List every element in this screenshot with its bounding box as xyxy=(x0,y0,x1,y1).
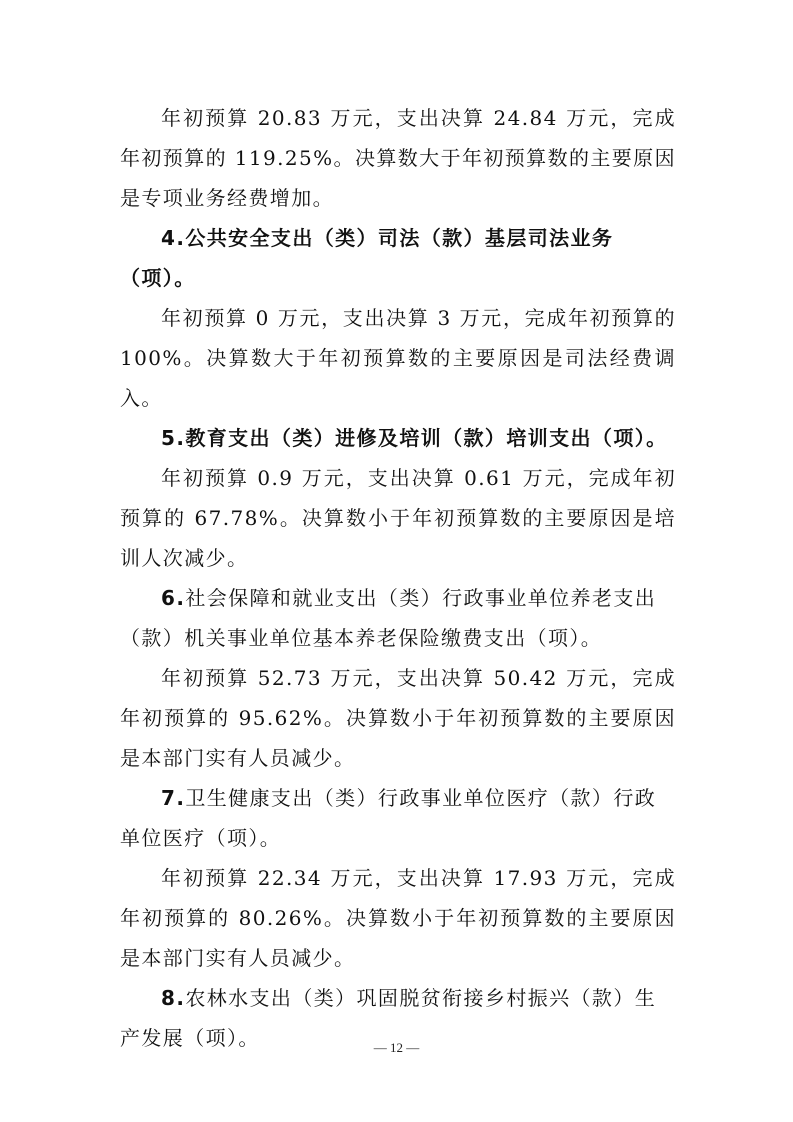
paragraph-item-4-summary: 年初预算 0 万元，支出决算 3 万元，完成年初预算的 100%。决算数大于年初预算数的主要原因是司法经费调入。 xyxy=(120,306,676,410)
section-number: 5. xyxy=(161,426,186,450)
section-title: 公共安全支出（类）司法（款）基层司法业务（项）。 xyxy=(120,226,614,290)
section-number: 7. xyxy=(161,786,186,810)
section-heading-5 xyxy=(120,418,676,458)
section-number: 6. xyxy=(161,586,186,610)
section-title: 农林水支出（类）巩固脱贫衔接乡村振兴（款）生产发展（项）。 xyxy=(120,986,657,1050)
paragraph-item-5-summary: 年初预算 0.9 万元，支出决算 0.61 万元，完成年初预算的 67.78%。决算数小于年初预算数的主要原因是培训人次减少。 xyxy=(120,466,676,570)
section-heading-6 xyxy=(120,578,676,658)
section-title: 社会保障和就业支出（类）行政事业单位养老支出（款）机关事业单位基本养老保险缴费支出（项）。 xyxy=(120,586,657,650)
document-body xyxy=(120,98,676,1058)
paragraph-item-6-summary: 年初预算 52.73 万元，支出决算 50.42 万元，完成年初预算的 95.62%。决算数小于年初预算数的主要原因是本部门实有人员减少。 xyxy=(120,666,676,770)
paragraph-item-3-summary: 年初预算 20.83 万元，支出决算 24.84 万元，完成年初预算的 119.25%。决算数大于年初预算数的主要原因是专项业务经费增加。 xyxy=(120,106,676,210)
page-number: — 12 — xyxy=(373,1040,420,1055)
section-number: 4. xyxy=(161,226,186,250)
section-title: 教育支出（类）进修及培训（款）培训支出（项）。 xyxy=(185,426,668,450)
section-title: 卫生健康支出（类）行政事业单位医疗（款）行政单位医疗（项）。 xyxy=(120,786,657,850)
paragraph-item-7-summary: 年初预算 22.34 万元，支出决算 17.93 万元，完成年初预算的 80.26%。决算数小于年初预算数的主要原因是本部门实有人员减少。 xyxy=(120,866,676,970)
section-number: 8. xyxy=(161,986,186,1010)
section-heading-7 xyxy=(120,778,676,858)
section-heading-4 xyxy=(120,218,676,298)
